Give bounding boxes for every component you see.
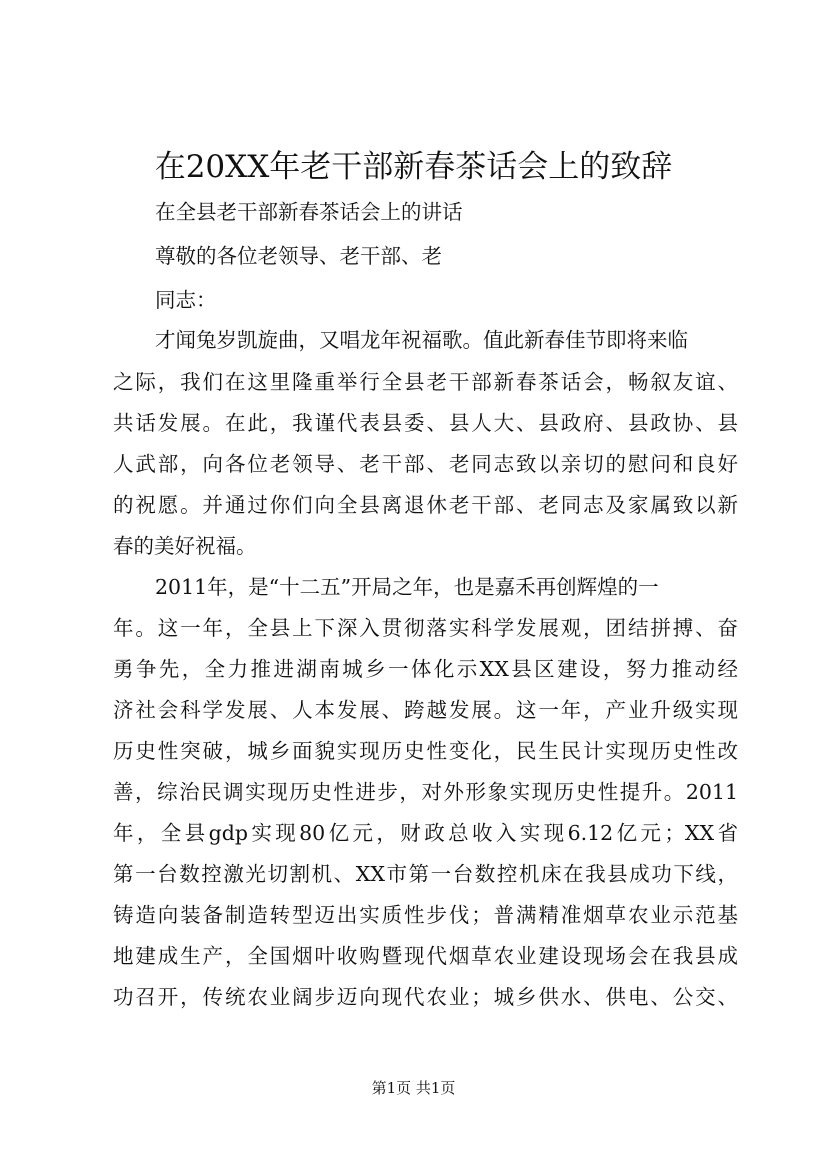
salutation-line-1: 尊敬的各位老领导、老干部、老 <box>155 244 442 268</box>
paragraph-line: 春的美好祝福。 <box>113 534 257 558</box>
paragraph-line: 年。这一年，全县上下深入贯彻落实科学发展观，团结拼搏、奋 <box>113 616 738 640</box>
paragraph-line: 之际，我们在这里隆重举行全县老干部新春茶话会，畅叙友谊、 <box>113 370 738 394</box>
paragraph-line: 人武部，向各位老领导、老干部、老同志致以亲切的慰问和良好 <box>113 452 738 476</box>
paragraph-line: 共话发展。在此，我谨代表县委、县人大、县政府、县政协、县 <box>113 411 738 435</box>
document-title: 在20XX年老干部新春茶话会上的致辞 <box>154 149 673 185</box>
paragraph-line: 历史性突破，城乡面貌实现历史性变化，民生民计实现历史性改 <box>113 739 738 763</box>
paragraph-line: 勇争先，全力推进湖南城乡一体化示XX县区建设，努力推动经 <box>113 657 738 681</box>
paragraph-line: 年，全县gdp实现80亿元，财政总收入实现6.12亿元；XX省 <box>113 821 738 845</box>
paragraph-line: 善，综治民调实现历史性进步，对外形象实现历史性提升。2011 <box>113 780 738 804</box>
paragraph-line: 济社会科学发展、人本发展、跨越发展。这一年，产业升级实现 <box>113 698 738 722</box>
paragraph-line: 铸造向装备制造转型迈出实质性步伐；普满精准烟草农业示范基 <box>113 903 738 927</box>
speech-subtitle: 在全县老干部新春茶话会上的讲话 <box>155 200 463 224</box>
paragraph-line: 第一台数控激光切割机、XX市第一台数控机床在我县成功下线， <box>113 862 738 886</box>
paragraph-line: 地建成生产，全国烟叶收购暨现代烟草农业建设现场会在我县成 <box>113 944 738 968</box>
paragraph-line: 功召开，传统农业阔步迈向现代农业；城乡供水、供电、公交、 <box>113 985 738 1009</box>
paragraph-line: 的祝愿。并通过你们向全县离退休老干部、老同志及家属致以新 <box>113 493 738 517</box>
salutation-line-2: 同志： <box>155 288 217 312</box>
paragraph-line: 2011年，是“十二五”开局之年，也是嘉禾再创辉煌的一 <box>155 575 659 599</box>
paragraph-line: 才闻兔岁凯旋曲，又唱龙年祝福歌。值此新春佳节即将来临 <box>155 328 688 352</box>
page-footer: 第1页 共1页 <box>371 1079 456 1097</box>
